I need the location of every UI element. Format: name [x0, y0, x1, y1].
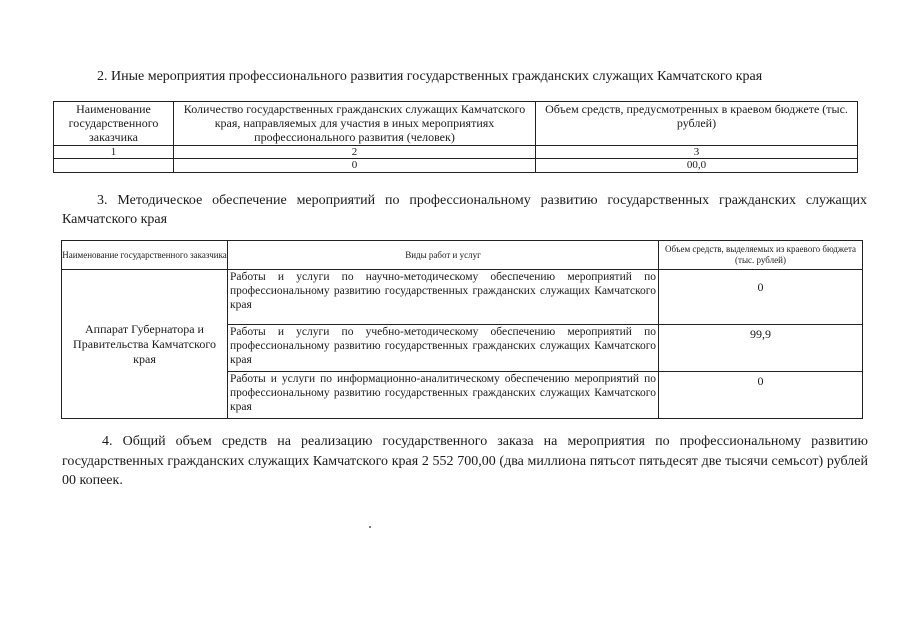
column-number-row: [54, 146, 858, 159]
customer-cell: [54, 159, 174, 173]
header-budget: Объем средств, выделяемых из краевого бюджета (тыс. рублей): [659, 241, 863, 270]
header-budget: Объем средств, предусмотренных в краевом бюджете (тыс. рублей): [536, 102, 858, 146]
table-header-row: [62, 241, 863, 270]
amount-cell: 0: [659, 372, 863, 419]
column-number: 3: [536, 146, 858, 159]
table-header-row: [54, 102, 858, 146]
work-type-cell: Работы и услуги по учебно-методическому обеспечению мероприятий по профессиональному развитию государственных гражданских служащих Камчатского края: [228, 325, 659, 372]
budget-cell: 00,0: [536, 159, 858, 173]
amount-cell: 0: [659, 270, 863, 325]
employee-count-cell: 0: [174, 159, 536, 173]
header-employee-count: Количество государственных гражданских служащих Камчатского края, направляемых для участия в иных мероприятиях профессионального развития (человек): [174, 102, 536, 146]
other-activities-table: [53, 101, 858, 173]
work-type-cell: Работы и услуги по научно-методическому обеспечению мероприятий по профессиональному развитию государственных гражданских служащих Камчатского края: [228, 270, 659, 325]
amount-cell: 99,9: [659, 325, 863, 372]
work-type-cell: Работы и услуги по информационно-аналитическому обеспечению мероприятий по профессиональному развитию государственных гражданских служащих Камчатского края: [228, 372, 659, 419]
scan-speck: [369, 526, 371, 528]
section-2-heading: 2. Иные мероприятия профессионального развития государственных гражданских служащих Камчатского края: [97, 69, 763, 84]
section-3-heading: 3. Методическое обеспечение мероприятий по профессиональному развитию государственных гражданских служащих Камчатского края: [62, 193, 867, 227]
header-work-types: Виды работ и услуг: [228, 241, 659, 270]
header-customer: Наименование государственного заказчика: [54, 102, 174, 146]
column-number: 2: [174, 146, 536, 159]
table-row: [62, 270, 863, 325]
column-number: 1: [54, 146, 174, 159]
methodical-support-table: [61, 240, 863, 419]
total-budget-paragraph: 4. Общий объем средств на реализацию государственного заказа на мероприятия по профессиональному развитию государственных гражданских служащих Камчатского края 2 552 700,00 (два миллиона пятьсот пятьдесят две тысячи семьсот) рублей 00 копеек.: [62, 434, 868, 488]
customer-cell: Аппарат Губернатора и Правительства Камчатского края: [62, 270, 228, 419]
table-row: [54, 159, 858, 173]
header-customer: Наименование государственного заказчика: [62, 241, 228, 270]
